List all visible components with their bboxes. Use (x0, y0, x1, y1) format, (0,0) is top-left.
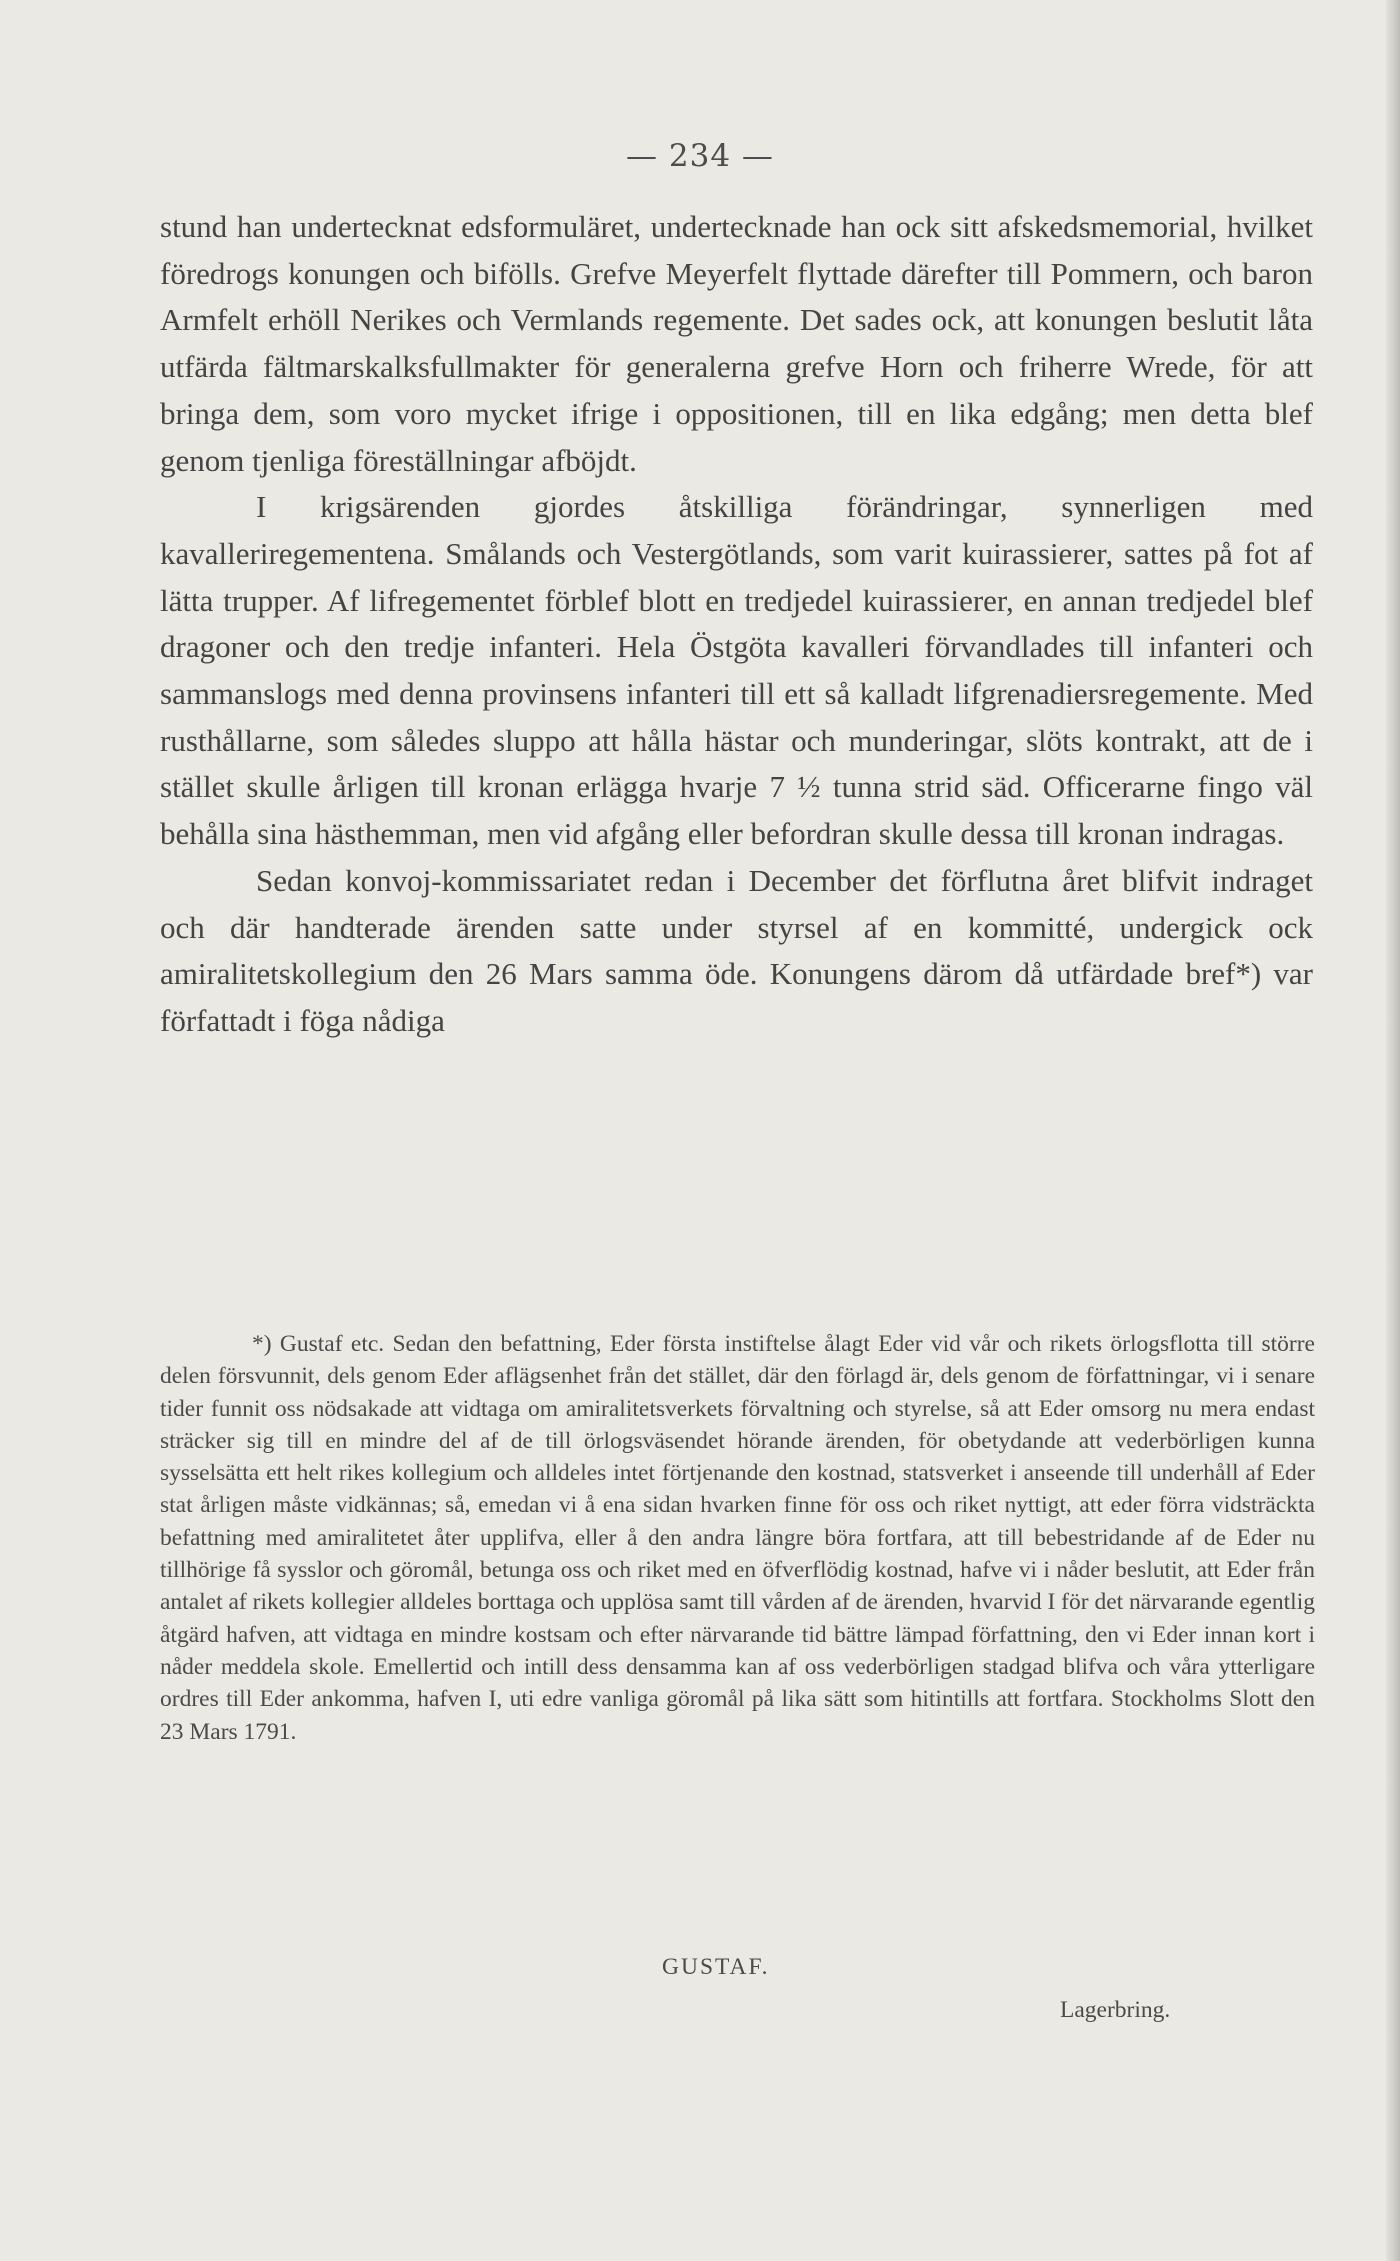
footnote (160, 1328, 1315, 1748)
main-text (160, 204, 1313, 1045)
paragraph-2: I krigsärenden gjordes åtskilliga förändringar, synnerligen med kavalleriregementena. Smålands och Vestergötlands, som varit kuirassierer, sattes på fot af lätta trupper. Af lifregementet förblef blott en tredjedel kuirassierer, en annan tredjedel blef dragoner och den tredje infanteri. Hela Östgöta kavalleri förvandlades till infanteri och sammanslogs med denna provinsens infanteri till ett så kalladt lifgrenadiersregemente. Med rusthållarne, som således sluppo att hålla hästar och munderingar, slöts kontrakt, att de i stället skulle årligen till kronan erlägga hvarje 7 ½ tunna strid säd. Officerarne fingo väl behålla sina hästhemman, men vid afgång eller befordran skulle dessa till kronan indragas. (160, 489, 1313, 852)
signature-king: GUSTAF. (662, 1954, 770, 1980)
footnote-text: *) Gustaf etc. Sedan den befattning, Eder första instiftelse ålagt Eder vid vår och rikets örlogsflotta till större delen försvunnit, dels genom Eder aflägsenhet från det stället, där den förlagd är, dels genom de författningar, vi i senare tider funnit oss nödsakade att vidtaga om amiralitetsverkets förvaltning och styrelse, så att Eder omsorg nu mera endast sträcker sig till en mindre del af de till örlogsväsendet hörande ärenden, för obetydande att vederbörligen kunna sysselsätta ett helt rikes kollegium och alldeles intet förtjenande den kostnad, statsverket i anseende till underhåll af Eder stat årligen måste vidkännas; så, emedan vi å ena sidan hvarken finne för oss och riket nyttigt, att eder förra vidsträckta befattning med amiralitetet åter upplifva, eller å den andra längre böra fortfara, att till bebestridande af de Eder nu tillhörige få sysslor och göromål, betunga oss och riket med en öfverflödig kostnad, hafve vi i nåder beslutit, att Eder från antalet af rikets kollegier alldeles borttaga och upplösa samt till vården af de ärenden, hvarvid I för det närvarande egentlig åtgärd hafven, att vidtaga en mindre kostsam och efter närvarande tid bättre lämpad författning, den vi Eder innan kort i nåder meddela skole. Emellertid och intill dess densamma kan af oss vederbörligen stadgad blifva och våra ytterligare ordres till Eder ankomma, hafven I, uti edre vanliga göromål på lika sätt som hitintills att fortfara. Stockholms Slott den 23 Mars 1791. (160, 1331, 1315, 1745)
paragraph-3: Sedan konvoj-kommissariatet redan i December det förflutna året blifvit indraget och där handterade ärenden satte under styrsel af en kommitté, undergick ock amiralitetskollegium den 26 Mars samma öde. Konungens därom då utfärdade bref*) var författadt i föga nådiga (160, 862, 1313, 1038)
page-number: — 234 — (626, 138, 774, 174)
signature-secretary: Lagerbring. (1060, 1997, 1171, 2023)
paragraph-1: stund han undertecknat edsformuläret, undertecknade han ock sitt afskedsmemorial, hvilket föredrogs konungen och bifölls. Grefve Meyerfelt flyttade därefter till Pommern, och baron Armfelt erhöll Nerikes och Vermlands regemente. Det sades ock, att konungen beslutit låta utfärda fältmarskalksfullmakter för generalerna grefve Horn och friherre Wrede, för att bringa dem, som voro mycket ifrige i oppositionen, till en lika edgång; men detta blef genom tjenliga föreställningar afböjdt. (160, 209, 1313, 478)
page-edge-shadow (1386, 0, 1400, 2261)
signature-block (160, 1954, 1315, 2034)
